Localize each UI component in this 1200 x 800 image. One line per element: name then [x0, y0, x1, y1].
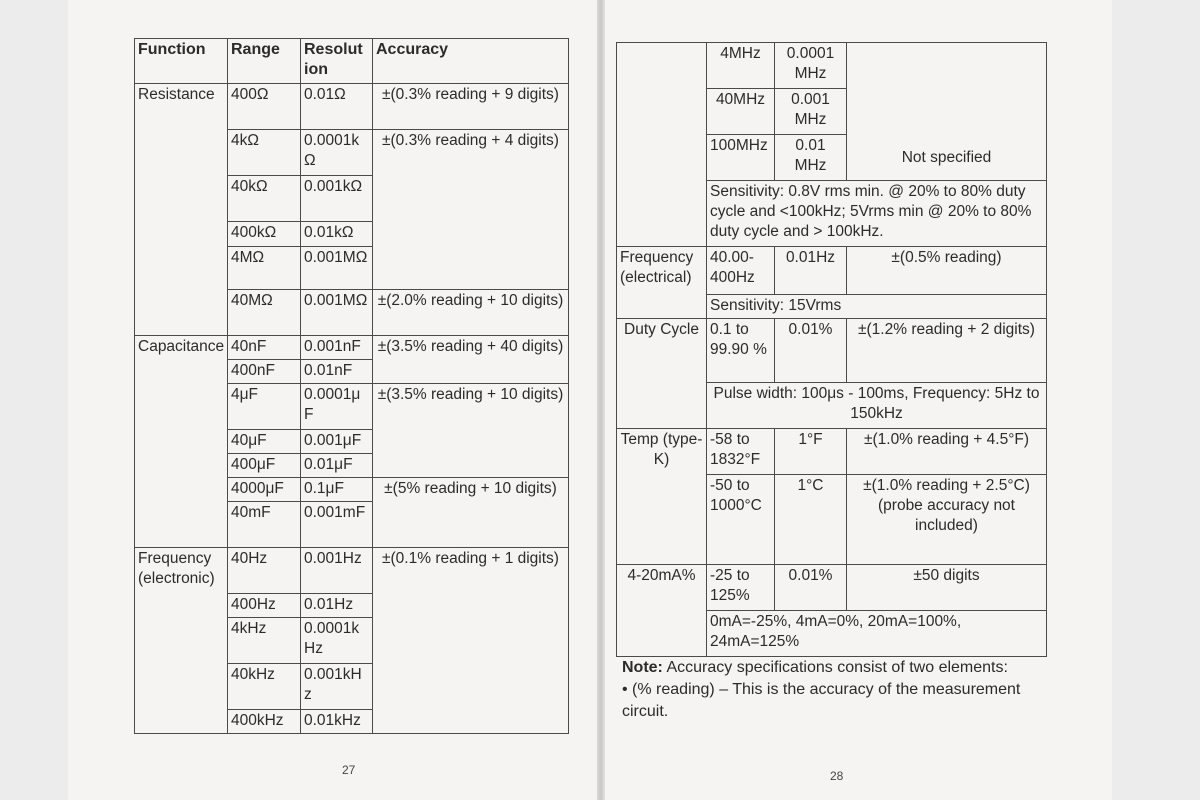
resolution-cell: 0.001MΩ — [301, 290, 373, 336]
accuracy-cell: ±(0.1% reading + 1 digits) — [373, 548, 569, 734]
sensitivity-note: Sensitivity: 15Vrms — [707, 295, 1047, 319]
accuracy-cell: ±(3.5% reading + 10 digits) — [373, 384, 569, 478]
range-cell: 0.1 to 99.90 % — [707, 319, 775, 383]
resolution-cell: 0.01kΩ — [301, 222, 373, 247]
resolution-cell: 0.01μF — [301, 454, 373, 478]
accuracy-cell: ±(2.0% reading + 10 digits) — [373, 290, 569, 336]
range-cell: 400μF — [228, 454, 301, 478]
table-row — [135, 548, 569, 594]
range-cell: 400kΩ — [228, 222, 301, 247]
right-spec-table — [616, 42, 1047, 657]
range-cell: 40.00-400Hz — [707, 247, 775, 295]
resolution-cell: 0.0001kHz — [301, 618, 373, 664]
range-cell: 400nF — [228, 360, 301, 384]
resolution-cell: 0.01% — [775, 319, 847, 383]
resolution-cell: 1°F — [775, 429, 847, 475]
table-row — [617, 247, 1047, 295]
temp-c-accuracy: ±(1.0% reading + 2.5°C) — [863, 477, 1030, 494]
resolution-cell: 0.001nF — [301, 336, 373, 360]
range-cell: 40MΩ — [228, 290, 301, 336]
resolution-cell: 1°C — [775, 475, 847, 565]
table-row — [617, 43, 1047, 89]
resolution-cell: 0.01nF — [301, 360, 373, 384]
range-cell: -58 to 1832°F — [707, 429, 775, 475]
accuracy-cell — [847, 475, 1047, 565]
range-cell: 40nF — [228, 336, 301, 360]
book-spine — [597, 0, 605, 800]
resolution-cell: 0.0001 MHz — [775, 43, 847, 89]
resolution-cell: 0.001μF — [301, 430, 373, 454]
accuracy-cell: ±(3.5% reading + 40 digits) — [373, 336, 569, 384]
resolution-cell: 0.01Hz — [775, 247, 847, 295]
resolution-cell: 0.01% — [775, 565, 847, 611]
accuracy-note — [622, 657, 1042, 723]
ma-mapping-note: 0mA=-25%, 4mA=0%, 20mA=100%, 24mA=125% — [707, 611, 1047, 657]
header-accuracy: Accuracy — [373, 39, 569, 84]
range-cell: 100MHz — [707, 135, 775, 181]
accuracy-cell: ±50 digits — [847, 565, 1047, 611]
table-row — [617, 319, 1047, 383]
accuracy-cell: ±(0.5% reading) — [847, 247, 1047, 295]
function-resistance: Resistance — [135, 84, 228, 336]
resolution-cell: 0.01kHz — [301, 710, 373, 734]
accuracy-cell: ±(0.3% reading + 4 digits) — [373, 130, 569, 290]
range-cell: 40MHz — [707, 89, 775, 135]
range-cell: 4μF — [228, 384, 301, 430]
table-header-row — [135, 39, 569, 84]
table-row — [135, 336, 569, 360]
range-cell: 400Ω — [228, 84, 301, 130]
pulse-width-note: Pulse width: 100μs - 100ms, Frequency: 5Hz to 150kHz — [707, 383, 1047, 429]
range-cell: -25 to 125% — [707, 565, 775, 611]
range-cell: 40μF — [228, 430, 301, 454]
range-cell: 4kHz — [228, 618, 301, 664]
accuracy-cell: ±(0.3% reading + 9 digits) — [373, 84, 569, 130]
function-capacitance: Capacitance — [135, 336, 228, 548]
resolution-cell: 0.001kΩ — [301, 176, 373, 222]
resolution-cell: 0.1μF — [301, 478, 373, 502]
page-number-right: 28 — [830, 769, 844, 783]
header-resolution: Resolut ion — [301, 39, 373, 84]
header-range: Range — [228, 39, 301, 84]
note-bullet: • (% reading) – This is the accuracy of the measurement circuit. — [622, 681, 1021, 720]
resolution-cell: 0.01Hz — [301, 594, 373, 618]
table-row — [617, 429, 1047, 475]
function-temp: Temp (type-K) — [617, 429, 707, 565]
probe-accuracy-note: (probe accuracy not included) — [878, 497, 1015, 534]
resolution-cell: 0.01Ω — [301, 84, 373, 130]
accuracy-cell: Not specified — [847, 43, 1047, 181]
range-cell: 40kΩ — [228, 176, 301, 222]
note-text: Accuracy specifications consist of two elements: — [666, 659, 1008, 676]
page-number-left: 27 — [342, 763, 356, 777]
range-cell: 4kΩ — [228, 130, 301, 176]
table-row — [135, 84, 569, 130]
resolution-cell: 0.001Hz — [301, 548, 373, 594]
table-row — [617, 565, 1047, 611]
range-cell: 400kHz — [228, 710, 301, 734]
function-4-20ma: 4-20mA% — [617, 565, 707, 657]
range-cell: 4000μF — [228, 478, 301, 502]
function-frequency-electronic: Frequency (electronic) — [135, 548, 228, 734]
accuracy-cell: ±(5% reading + 10 digits) — [373, 478, 569, 548]
range-cell: 40kHz — [228, 664, 301, 710]
resolution-cell: 0.001MΩ — [301, 247, 373, 290]
range-cell: 4MΩ — [228, 247, 301, 290]
function-frequency-electrical: Frequency (electrical) — [617, 247, 707, 319]
left-spec-table — [134, 38, 569, 734]
range-cell: 400Hz — [228, 594, 301, 618]
resolution-cell: 0.0001μF — [301, 384, 373, 430]
sensitivity-note: Sensitivity: 0.8V rms min. @ 20% to 80% duty cycle and <100kHz; 5Vrms min @ 20% to 80% duty cycle and > 100kHz. — [707, 181, 1047, 247]
function-cell-empty — [617, 43, 707, 247]
range-cell: 40Hz — [228, 548, 301, 594]
accuracy-cell: ±(1.0% reading + 4.5°F) — [847, 429, 1047, 475]
resolution-cell: 0.01 MHz — [775, 135, 847, 181]
function-duty-cycle: Duty Cycle — [617, 319, 707, 429]
resolution-cell: 0.001mF — [301, 502, 373, 548]
resolution-cell: 0.0001kΩ — [301, 130, 373, 176]
accuracy-cell: ±(1.2% reading + 2 digits) — [847, 319, 1047, 383]
header-function: Function — [135, 39, 228, 84]
range-cell: 40mF — [228, 502, 301, 548]
range-cell: 4MHz — [707, 43, 775, 89]
resolution-cell: 0.001kHz — [301, 664, 373, 710]
note-label: Note: — [622, 659, 663, 676]
resolution-cell: 0.001 MHz — [775, 89, 847, 135]
range-cell: -50 to 1000°C — [707, 475, 775, 565]
